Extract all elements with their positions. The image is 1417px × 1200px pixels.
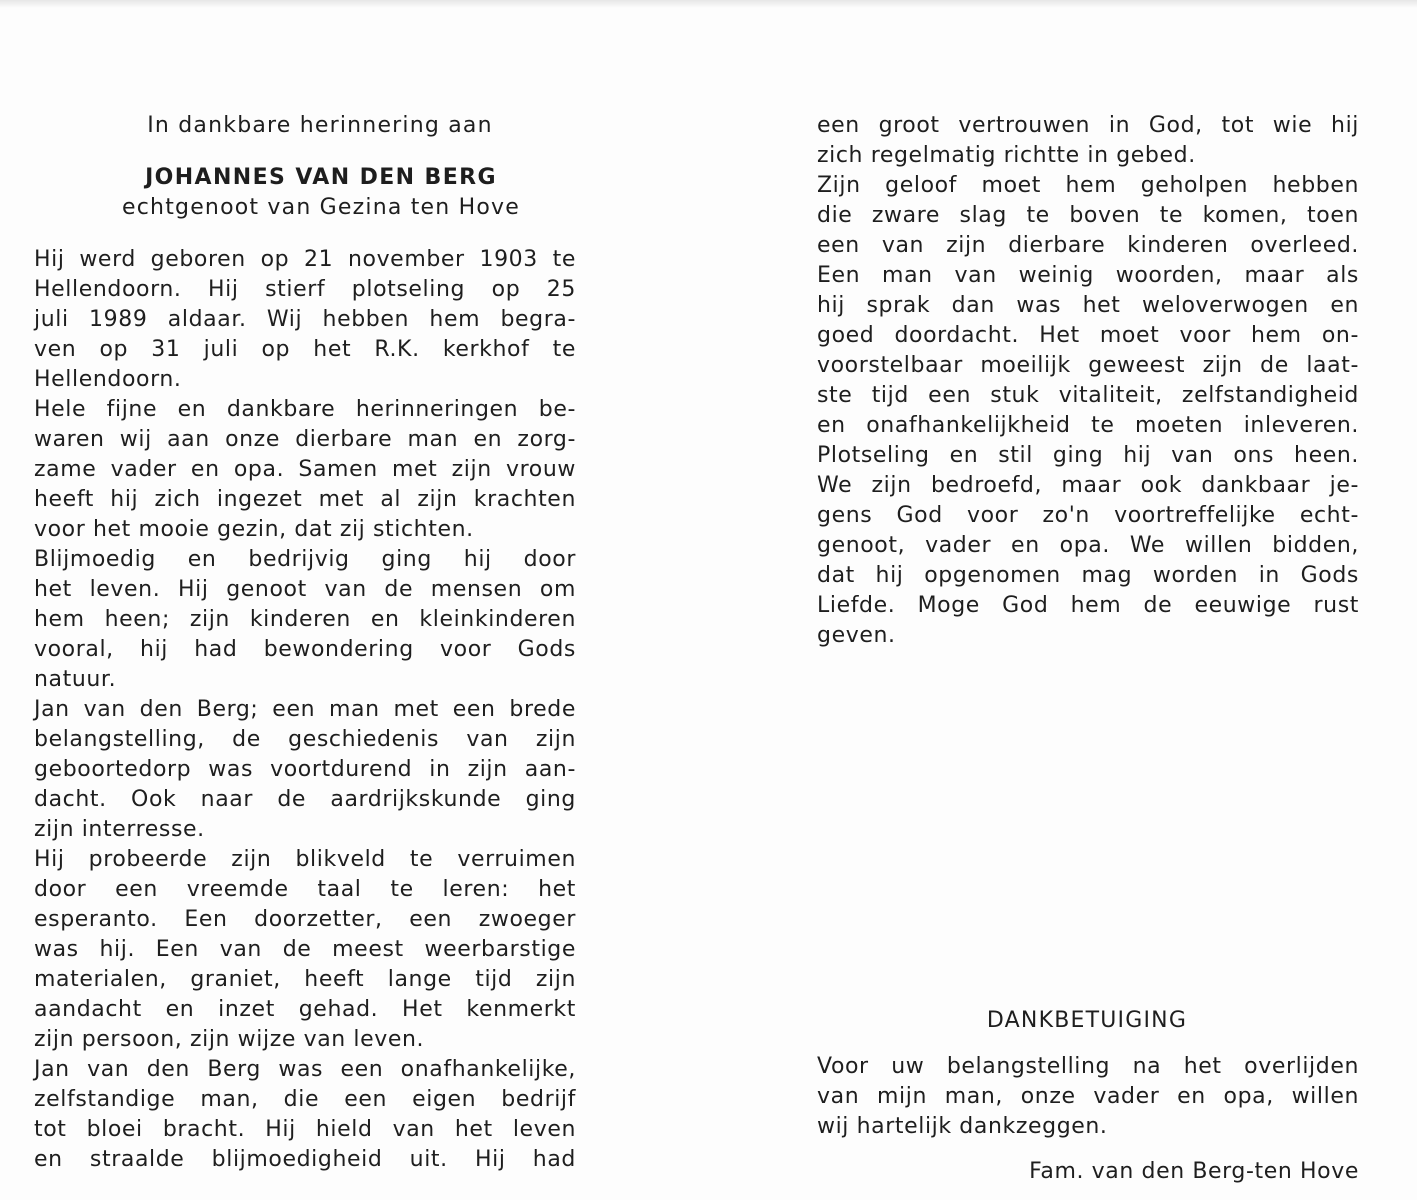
text-line: gens God voor zo'n voortreffelijke echt- bbox=[817, 503, 1359, 528]
text-line: dacht. Ook naar de aardrijkskunde ging bbox=[34, 787, 576, 812]
text-line: door een vreemde taal te leren: het bbox=[34, 877, 576, 902]
text-line: voorstelbaar moeilijk geweest zijn de laat- bbox=[817, 353, 1359, 378]
text-line: die zware slag te boven te komen, toen bbox=[817, 203, 1359, 228]
text-line: Hellendoorn. bbox=[34, 367, 182, 392]
text-line: een van zijn dierbare kinderen overleed. bbox=[817, 233, 1359, 258]
text-line: Jan van den Berg was een onafhankelijke, bbox=[34, 1057, 576, 1082]
thanks-title: DANKBETUIGING bbox=[986, 1008, 1188, 1033]
text-line: voor het mooie gezin, dat zij stichten. bbox=[34, 517, 474, 542]
text-line: Hele fijne en dankbare herinneringen be- bbox=[34, 397, 576, 422]
text-line: het leven. Hij genoot van de mensen om bbox=[34, 577, 576, 602]
text-line: Een man van weinig woorden, maar als bbox=[817, 263, 1359, 288]
text-line: esperanto. Een doorzetter, een zwoeger bbox=[34, 907, 576, 932]
text-line: en straalde blijmoedigheid uit. Hij had bbox=[34, 1147, 576, 1172]
text-line: juli 1989 aldaar. Wij hebben hem begra- bbox=[34, 307, 576, 332]
text-line: We zijn bedroefd, maar ook dankbaar je- bbox=[817, 473, 1359, 498]
family-signature: Fam. van den Berg-ten Hove bbox=[1029, 1159, 1359, 1184]
text-line: een groot vertrouwen in God, tot wie hij bbox=[817, 113, 1359, 138]
text-line: ven op 31 juli op het R.K. kerkhof te bbox=[34, 337, 576, 362]
text-line: Plotseling en stil ging hij van ons heen. bbox=[817, 443, 1359, 468]
text-line: Hij werd geboren op 21 november 1903 te bbox=[34, 247, 576, 272]
text-line: Jan van den Berg; een man met een brede bbox=[34, 697, 576, 722]
text-line: was hij. Een van de meest weerbarstige bbox=[34, 937, 576, 962]
text-line: tot bloei bracht. Hij hield van het leven bbox=[34, 1117, 576, 1142]
text-line: zich regelmatig richtte in gebed. bbox=[817, 143, 1196, 168]
deceased-name: JOHANNES VAN DEN BERG bbox=[145, 165, 497, 190]
text-line: Hellendoorn. Hij stierf plotseling op 25 bbox=[34, 277, 576, 302]
scan-edge-shadow bbox=[0, 0, 1417, 8]
text-line: geboortedorp was voortdurend in zijn aan- bbox=[34, 757, 576, 782]
text-line: Blijmoedig en bedrijvig ging hij door bbox=[34, 547, 576, 572]
text-line: aandacht en inzet gehad. Het kenmerkt bbox=[34, 997, 576, 1022]
thanks-line: van mijn man, onze vader en opa, willen bbox=[817, 1084, 1359, 1109]
thanks-line: Voor uw belangstelling na het overlijden bbox=[817, 1054, 1359, 1079]
text-line: belangstelling, de geschiedenis van zijn bbox=[34, 727, 576, 752]
text-line: dat hij opgenomen mag worden in Gods bbox=[817, 563, 1359, 588]
text-line: goed doordacht. Het moet voor hem on- bbox=[817, 323, 1359, 348]
text-line: zijn persoon, zijn wijze van leven. bbox=[34, 1027, 425, 1052]
text-line: heeft hij zich ingezet met al zijn krachten bbox=[34, 487, 576, 512]
text-line: ste tijd een stuk vitaliteit, zelfstandigheid bbox=[817, 383, 1359, 408]
thanks-line: wij hartelijk dankzeggen. bbox=[817, 1114, 1108, 1139]
text-line: genoot, vader en opa. We willen bidden, bbox=[817, 533, 1359, 558]
text-line: waren wij aan onze dierbare man en zorg- bbox=[34, 427, 576, 452]
text-line: Liefde. Moge God hem de eeuwige rust bbox=[817, 593, 1359, 618]
text-line: zijn interresse. bbox=[34, 817, 205, 842]
text-line: vooral, hij had bewondering voor Gods bbox=[34, 637, 576, 662]
text-line: materialen, graniet, heeft lange tijd zijn bbox=[34, 967, 576, 992]
text-line: Zijn geloof moet hem geholpen hebben bbox=[817, 173, 1359, 198]
text-line: zelfstandige man, die een eigen bedrijf bbox=[34, 1087, 576, 1112]
text-line: hem heen; zijn kinderen en kleinkinderen bbox=[34, 607, 576, 632]
intro-line: In dankbare herinnering aan bbox=[147, 113, 493, 138]
text-line: en onafhankelijkheid te moeten inleveren. bbox=[817, 413, 1359, 438]
spouse-line: echtgenoot van Gezina ten Hove bbox=[122, 195, 520, 220]
text-line: hij sprak dan was het weloverwogen en bbox=[817, 293, 1359, 318]
text-line: geven. bbox=[817, 623, 896, 648]
text-line: zame vader en opa. Samen met zijn vrouw bbox=[34, 457, 576, 482]
text-line: Hij probeerde zijn blikveld te verruimen bbox=[34, 847, 576, 872]
text-line: natuur. bbox=[34, 667, 117, 692]
